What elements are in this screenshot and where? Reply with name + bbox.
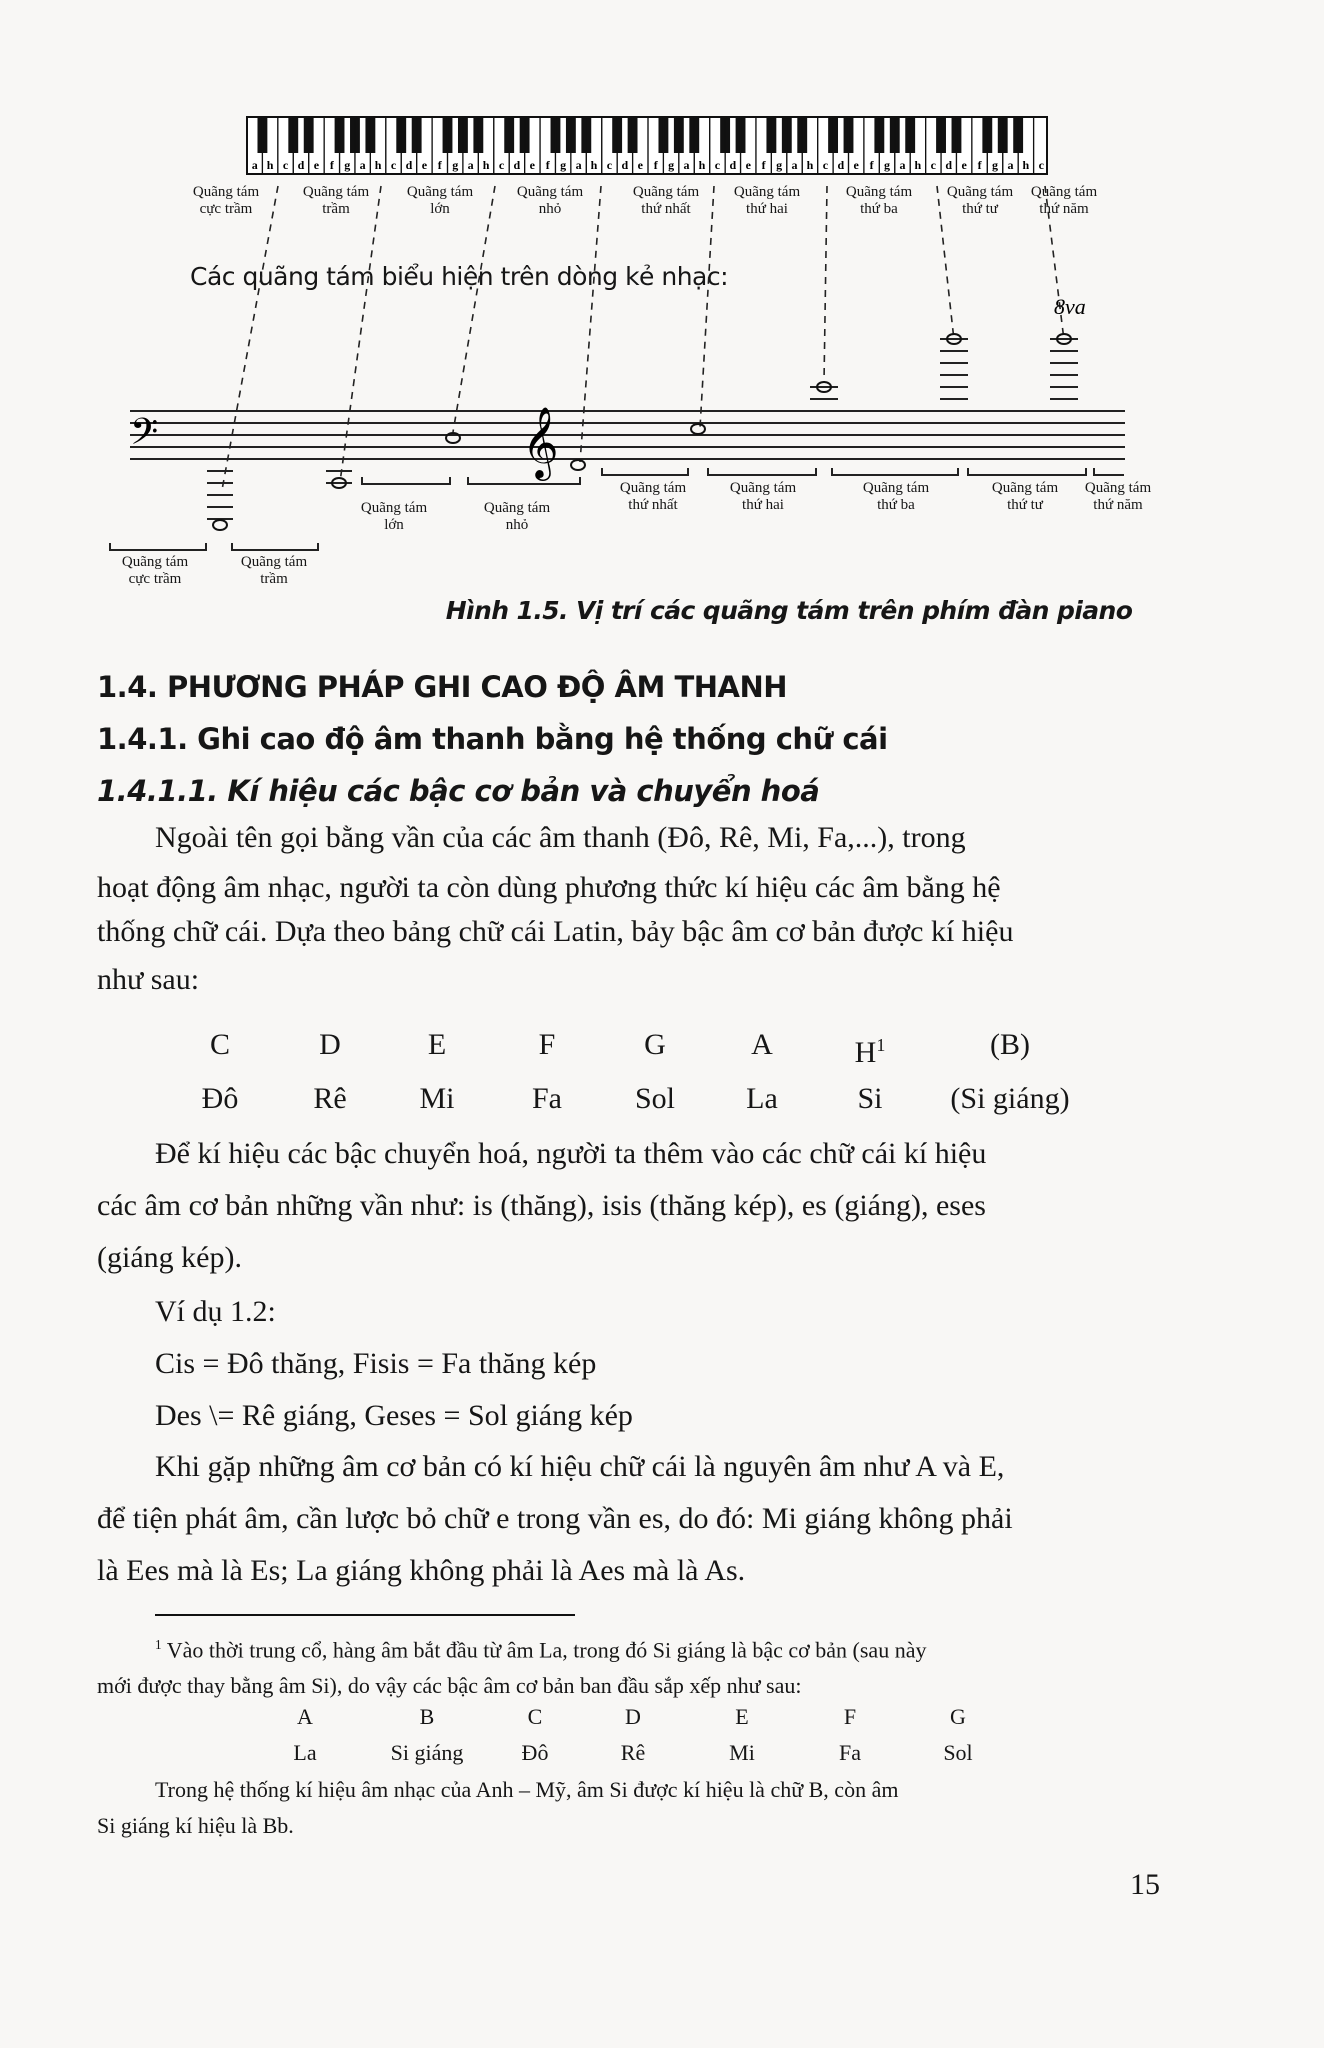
- key-label: g: [560, 158, 567, 172]
- note-letter: [855, 1025, 886, 1073]
- note-letter-text: F: [538, 1028, 556, 1061]
- octave-label: [730, 480, 796, 514]
- subsection-heading: 1.4.1. Ghi cao độ âm thanh bằng hệ thống chữ cái: [97, 722, 888, 756]
- octave-label-line: thứ nhất: [641, 201, 691, 217]
- note-name: Sol: [634, 1082, 676, 1115]
- octave-label: [484, 500, 550, 534]
- octave-label: [241, 554, 307, 588]
- key-label: f: [653, 158, 658, 172]
- key-label: f: [329, 158, 334, 172]
- text-line: các âm cơ bản những vần như: is (thăng), isis (thăng kép), es (giáng), eses: [97, 1189, 986, 1222]
- staff-notation: [0, 170, 1324, 590]
- key-label: a: [1007, 158, 1014, 172]
- key-label: c: [822, 158, 829, 172]
- note-letter: [990, 1025, 1030, 1065]
- octave-label-line: Quãng tám: [406, 184, 474, 200]
- note-letters-table: [0, 1025, 1324, 1125]
- octave-label-line: cực trầm: [199, 201, 253, 217]
- octave-label-line: nhỏ: [505, 517, 529, 533]
- octave-label-line: thứ tư: [962, 201, 998, 217]
- key-label: h: [590, 158, 598, 172]
- key-label: f: [869, 158, 874, 172]
- octave-label: [620, 480, 686, 514]
- key-label: g: [668, 158, 675, 172]
- octave-label-line: trầm: [260, 571, 288, 587]
- octave-label: [361, 500, 427, 534]
- octave-label-line: trầm: [322, 201, 350, 217]
- key-label: c: [606, 158, 613, 172]
- key-label: g: [776, 158, 783, 172]
- text-line: là Ees mà là Es; La giáng không phải là Aes mà là As.: [97, 1554, 746, 1587]
- text-line: (giáng kép).: [97, 1241, 242, 1274]
- text-line: như sau:: [97, 963, 200, 996]
- key-label: h: [482, 158, 490, 172]
- key-label: a: [899, 158, 906, 172]
- octave-label-line: thứ năm: [1093, 497, 1143, 513]
- key-label: h: [374, 158, 382, 172]
- dashed-guides: [222, 186, 1064, 490]
- footnote-line: Si giáng kí hiệu là Bb.: [97, 1813, 294, 1838]
- key-label: e: [745, 158, 751, 172]
- footnote-tail: [97, 1772, 1177, 1844]
- note-name: Fa: [532, 1082, 562, 1115]
- key-label: d: [945, 158, 953, 172]
- key-label: a: [683, 158, 690, 172]
- figure-caption: Hình 1.5. Vị trí các quãng tám trên phím đàn piano: [445, 596, 1133, 625]
- octave-brackets: [110, 468, 1124, 550]
- example-label: Ví dụ 1.2:: [155, 1295, 276, 1328]
- paragraph-accidentals: [97, 1128, 1177, 1284]
- example-line: Cis = Đô thăng, Fisis = Fa thăng kép: [155, 1347, 597, 1380]
- footnote-note-letter: B: [419, 1704, 435, 1729]
- note-letter-text: G: [644, 1028, 666, 1061]
- ottava-mark: 8va: [1054, 294, 1086, 319]
- octave-label-line: Quãng tám: [1084, 480, 1152, 496]
- octave-label-line: Quãng tám: [240, 554, 308, 570]
- octave-label-line: Quãng tám: [516, 184, 584, 200]
- key-label: c: [282, 158, 289, 172]
- octave-label-line: Quãng tám: [483, 500, 551, 516]
- footnote-rule: [155, 1614, 575, 1616]
- footnote-note-letter: A: [297, 1704, 313, 1729]
- note-letter: [644, 1025, 666, 1065]
- note-letter-text: (B): [990, 1028, 1030, 1061]
- note-letter-text: H: [854, 1036, 877, 1069]
- octave-label-line: lớn: [430, 201, 450, 217]
- example-line: Des \= Rê giáng, Geses = Sol giáng kép: [155, 1399, 633, 1432]
- note-letter-text: D: [319, 1028, 341, 1061]
- key-label: g: [884, 158, 891, 172]
- text-line: Ngoài tên gọi bằng vần của các âm thanh (Đô, Rê, Mi, Fa,...), trong: [155, 821, 966, 854]
- footnote-ref[interactable]: 1: [876, 1035, 886, 1055]
- octave-label-line: thứ tư: [1007, 497, 1043, 513]
- key-label: e: [961, 158, 967, 172]
- octave-label-line: thứ năm: [1039, 201, 1089, 217]
- subsubsection-heading: 1.4.1.1. Kí hiệu các bậc cơ bản và chuyển hoá: [97, 774, 820, 808]
- footnote-notes-table: [0, 1702, 1324, 1782]
- footnote-note-letter: D: [625, 1704, 641, 1729]
- footnote-note-name: Rê: [620, 1740, 646, 1765]
- footnote-marker: 1: [155, 1637, 162, 1652]
- footnote: [97, 1630, 1177, 1701]
- note-name: Rê: [313, 1082, 347, 1115]
- key-label: d: [513, 158, 521, 172]
- note-name: Đô: [201, 1082, 239, 1115]
- octave-label-line: thứ hai: [746, 201, 788, 217]
- footnote-note-name: Sol: [943, 1740, 973, 1765]
- section-heading: 1.4. PHƯƠNG PHÁP GHI CAO ĐỘ ÂM THANH: [97, 670, 787, 704]
- page-number: 15: [1130, 1868, 1160, 1901]
- note-letter: [319, 1025, 341, 1065]
- footnote-note-name: Si giáng: [390, 1740, 464, 1765]
- octave-label-line: Quãng tám: [302, 184, 370, 200]
- note-letter-text: C: [209, 1028, 231, 1061]
- key-label: d: [729, 158, 737, 172]
- key-label: c: [1038, 158, 1044, 172]
- footnote-text: Vào thời trung cổ, hàng âm bắt đầu từ âm La, trong đó Si giáng là bậc cơ bản (sau này: [161, 1637, 927, 1663]
- key-label: c: [930, 158, 936, 172]
- footnote-line: Trong hệ thống kí hiệu âm nhạc của Anh – Mỹ, âm Si được kí hiệu là chữ B, còn âm: [155, 1777, 899, 1802]
- text-line: Để kí hiệu các bậc chuyển hoá, người ta thêm vào các chữ cái kí hiệu: [155, 1137, 987, 1170]
- note-letter: [428, 1025, 446, 1065]
- key-label: g: [344, 158, 351, 172]
- text-line: để tiện phát âm, cần lược bỏ chữ e trong vần es, do đó: Mi giáng không phải: [97, 1502, 1013, 1535]
- octave-label-line: Quãng tám: [632, 184, 700, 200]
- text-line: hoạt động âm nhạc, người ta còn dùng phương thức kí hiệu các âm bằng hệ: [97, 871, 1001, 904]
- key-label: e: [637, 158, 643, 172]
- note-letter: [539, 1025, 556, 1065]
- octave-label-line: Quãng tám: [845, 184, 913, 200]
- octave-label-line: Quãng tám: [733, 184, 801, 200]
- key-label: f: [545, 158, 550, 172]
- footnote-note-letter: G: [950, 1704, 966, 1729]
- note-letter: [210, 1025, 230, 1065]
- footnote-note-letter: C: [527, 1704, 543, 1729]
- octave-label-line: Quãng tám: [192, 184, 260, 200]
- octave-label-line: Quãng tám: [360, 500, 428, 516]
- octave-label-line: nhỏ: [538, 201, 562, 217]
- text-line: Khi gặp những âm cơ bản có kí hiệu chữ cái là nguyên âm như A và E,: [155, 1450, 1005, 1483]
- note-letter-text: E: [427, 1028, 447, 1061]
- note-name: (Si giáng): [950, 1082, 1070, 1115]
- key-label: g: [452, 158, 459, 172]
- key-label: h: [698, 158, 706, 172]
- footnote-note-name: Đô: [521, 1740, 549, 1765]
- key-label: f: [437, 158, 442, 172]
- note-letter: [751, 1025, 773, 1065]
- footnote-note-name: La: [293, 1740, 317, 1765]
- key-label: c: [714, 158, 721, 172]
- octave-label-line: Quãng tám: [862, 480, 930, 496]
- key-label: e: [853, 158, 859, 172]
- footnote-note-letter: F: [843, 1704, 857, 1729]
- key-label: a: [359, 158, 366, 172]
- key-label: f: [977, 158, 982, 172]
- note-name: Mi: [419, 1082, 455, 1115]
- bass-clef-icon: 𝄢: [130, 411, 159, 462]
- treble-clef-icon: 𝄞: [522, 405, 559, 478]
- example-block: [155, 1286, 633, 1442]
- octave-label: [122, 554, 188, 588]
- note-name: La: [746, 1082, 778, 1115]
- octave-label-line: thứ ba: [877, 497, 915, 513]
- key-label: g: [992, 158, 999, 172]
- octave-label-line: Quãng tám: [1030, 184, 1098, 200]
- text-line: thống chữ cái. Dựa theo bảng chữ cái Latin, bảy bậc âm cơ bản được kí hiệu: [97, 915, 1014, 948]
- key-label: e: [529, 158, 535, 172]
- octave-label-line: Quãng tám: [729, 480, 797, 496]
- octave-label-line: lớn: [384, 517, 404, 533]
- staff-heading: Các quãng tám biểu hiện trên dòng kẻ nhạc:: [190, 262, 729, 291]
- octave-label: [863, 480, 929, 514]
- footnote-line: [97, 1630, 1177, 1665]
- octave-label: [1085, 480, 1151, 514]
- key-label: d: [297, 158, 305, 172]
- note-name: Si: [857, 1082, 883, 1115]
- key-label: h: [914, 158, 922, 172]
- key-label: c: [390, 158, 397, 172]
- note-letter-text: A: [751, 1028, 773, 1061]
- key-label: d: [621, 158, 629, 172]
- octave-label-line: Quãng tám: [991, 480, 1059, 496]
- octave-label-line: thứ hai: [742, 497, 784, 513]
- key-label: c: [498, 158, 505, 172]
- staff-lines: [130, 411, 1125, 459]
- key-label: f: [761, 158, 766, 172]
- footnote-note-letter: E: [735, 1704, 749, 1729]
- octave-label: [992, 480, 1058, 514]
- octave-label-line: thứ nhất: [628, 497, 678, 513]
- key-label: a: [467, 158, 474, 172]
- key-label: h: [266, 158, 274, 172]
- key-label: h: [806, 158, 814, 172]
- paragraph-intro: [97, 818, 1177, 1000]
- footnote-note-name: Fa: [839, 1740, 861, 1765]
- footnote-note-name: Mi: [729, 1740, 755, 1765]
- key-label: a: [251, 158, 258, 172]
- key-label: a: [791, 158, 798, 172]
- paragraph-vowels: [97, 1441, 1177, 1597]
- key-label: d: [837, 158, 845, 172]
- key-label: d: [405, 158, 413, 172]
- octave-label-line: thứ ba: [860, 201, 898, 217]
- key-label: e: [421, 158, 428, 172]
- octave-label-line: cực trầm: [128, 571, 182, 587]
- piano-keyboard: [246, 116, 1048, 176]
- octave-label-line: Quãng tám: [121, 554, 189, 570]
- octave-label-line: Quãng tám: [946, 184, 1014, 200]
- key-label: a: [575, 158, 582, 172]
- octave-label-line: Quãng tám: [619, 480, 687, 496]
- key-label: h: [1022, 158, 1030, 172]
- footnote-line: mới được thay bằng âm Si), do vậy các bậc âm cơ bản ban đầu sắp xếp như sau:: [97, 1673, 802, 1699]
- key-label: e: [313, 158, 320, 172]
